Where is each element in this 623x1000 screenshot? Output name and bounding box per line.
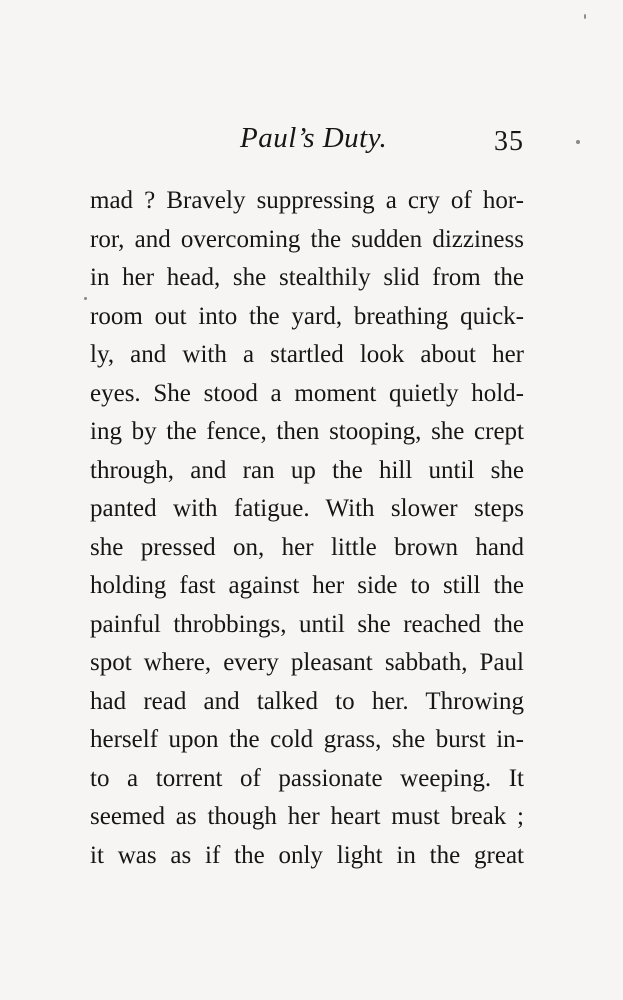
text-line: had read and talked to her. Throwing [90, 687, 524, 715]
text-line: herself upon the cold grass, she burst in- [90, 726, 524, 753]
text-line: painful throbbings, until she reached the [90, 610, 524, 638]
text-line: she pressed on, her little brown hand [90, 533, 524, 561]
text-line: through, and ran up the hill until she [90, 456, 524, 484]
text-line: to a torrent of passionate weeping. It [90, 764, 524, 792]
paper-speck [576, 140, 580, 144]
text-line: it was as if the only light in the great [90, 841, 524, 869]
text-line: in her head, she stealthily slid from the [90, 264, 524, 291]
text-line: ror, and overcoming the sudden dizziness [90, 225, 524, 253]
text-line: ing by the fence, then stooping, she crept [90, 418, 524, 445]
text-line: seemed as though her heart must break ; [90, 803, 524, 830]
running-title: Paul’s Duty. [240, 122, 388, 154]
text-line: mad ? Bravely suppressing a cry of hor- [90, 187, 524, 214]
text-line: spot where, every pleasant sabbath, Paul [90, 649, 524, 676]
paper-speck [84, 297, 87, 300]
text-line: panted with fatigue. With slower steps [90, 495, 524, 522]
text-line: room out into the yard, breathing quick- [90, 302, 524, 330]
text-line: holding fast against her side to still the [90, 572, 524, 599]
running-head [90, 122, 524, 162]
body-text [90, 182, 524, 875]
text-line: eyes. She stood a moment quietly hold- [90, 379, 524, 407]
page-number: 35 [494, 126, 524, 157]
text-line: ly, and with a startled look about her [90, 341, 524, 368]
paper-speck [584, 14, 586, 19]
